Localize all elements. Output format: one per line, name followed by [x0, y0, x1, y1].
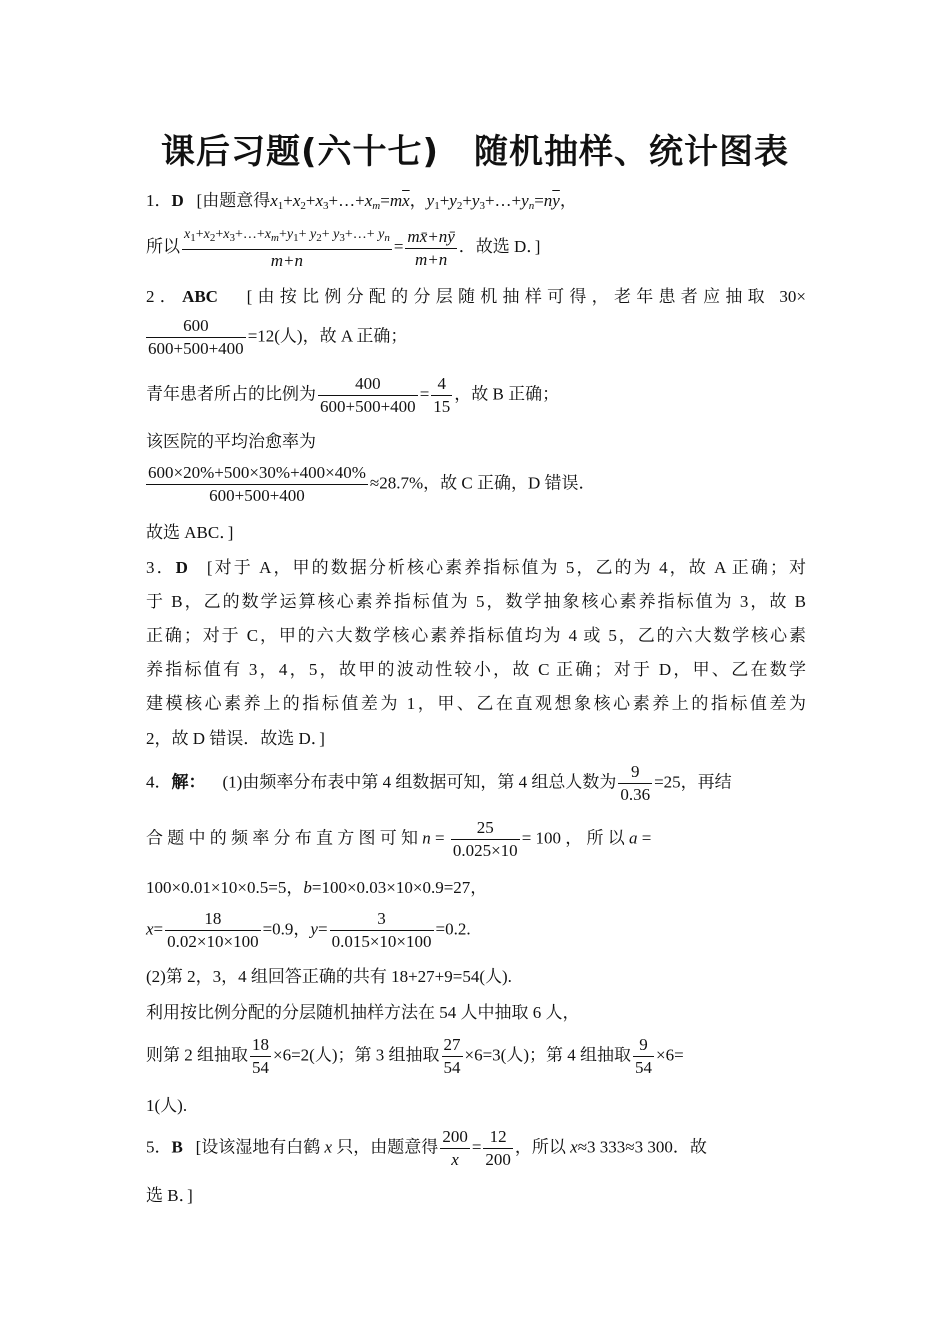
- q1-fraction-1-den: m+n: [270, 251, 304, 270]
- q2-fraction-1: [146, 315, 246, 360]
- q1-fraction-1-num: $x_1+x_2+x_3+\dots+x_m+y_1+ y_2+$ $y_3+\dots+ y_n$: [182, 224, 392, 250]
- q4-text-1: (1)由频率分布表中第 4 组数据可知，第 4 组总人数为: [222, 772, 617, 792]
- q4-text-4: = 100 ， 所 以: [521, 828, 630, 848]
- q5-line-2: 选 B．]: [146, 1186, 193, 1205]
- q1-line-1: 1．D [由题意得$x_1+x_2+x_3+\dots+x_m=m\overline{x}$，$y_1+y_2+y_3+\dots+y_n=n\overline{y}$，: [146, 191, 577, 212]
- q5-fraction-2: [483, 1126, 513, 1171]
- q2-answer: ABC: [182, 287, 218, 306]
- q5-fraction-1: [440, 1126, 470, 1171]
- q2-text-1: [由按比例分配的分层随机抽样可得，老年患者应抽取 30×: [246, 287, 807, 306]
- q4-fraction-6-den: 54: [443, 1058, 461, 1077]
- q4-text-5: 100×0.01×10×0.5=5，: [146, 878, 304, 897]
- q4-line-7: [146, 1034, 806, 1079]
- q1-so: 所以: [146, 236, 180, 256]
- q4-fraction-5: [250, 1034, 271, 1079]
- q4-fraction-7-num: 9: [633, 1034, 654, 1057]
- q5-answer: B: [171, 1137, 183, 1157]
- q5-line-1: 5．B [设该湿地有白鹤 x 只，由题意得 $\frac{200}{x}$ = $\frac{12}{200}$ ，所以 x≈3 333≈3 300．故: [146, 1127, 707, 1169]
- q2-line-3: 青年患者所占的比例为 $\frac{400}{600+500+400}$ = $\frac{4}{15}$ ，故 B 正确；: [146, 374, 560, 416]
- q1-line-2: 所以 $x_1+x_2+x_3+\dots+x_m+y_1+ y_2+$ $y_3+\dots+ y_n$ m+n = $\frac{mx̄+nȳ}{m+n}$ ．故选 D．]: [146, 224, 806, 272]
- q4-fraction-6: [442, 1034, 463, 1079]
- q4-fraction-7-den: 54: [635, 1058, 652, 1077]
- q4-text-9: 则第 2 组抽取: [146, 1045, 248, 1065]
- q4-var-b: b: [303, 878, 312, 897]
- q2-fraction-4-den: 600+500+400: [209, 486, 305, 505]
- q5-fraction-1-num: 200: [440, 1126, 470, 1149]
- q2-line-1: [146, 285, 806, 309]
- q2-text-4: ，故 B 正确；: [454, 384, 560, 404]
- q5-fraction-1-den: x: [451, 1150, 459, 1169]
- q4-line-6: 利用按比例分配的分层随机抽样方法在 54 人中抽取 6 人，: [146, 1003, 580, 1022]
- q2-fraction-3-num: 4: [431, 373, 452, 396]
- q5-text-4: ≈3 333≈3 300．故: [577, 1137, 707, 1157]
- q3-line-5: 建模核心素养上的指标值差为 1，甲、乙在直观想象核心素养上的指标值差为: [146, 694, 806, 713]
- q4-text-7: =0.9，: [262, 919, 311, 939]
- q2-fraction-2-num: 400: [318, 373, 418, 396]
- q4-eq: =: [430, 828, 449, 848]
- q4-fraction-5-num: 18: [250, 1034, 271, 1057]
- q2-line-6: 故选 ABC．]: [146, 523, 234, 542]
- q4-fraction-5-den: 54: [252, 1058, 269, 1077]
- q2-fraction-3: [431, 373, 452, 418]
- q2-fraction-4: [146, 462, 368, 507]
- q4-fraction-4-den: 0.015×10×100: [331, 932, 432, 951]
- q1-fraction-2-den: m+n: [414, 249, 448, 269]
- q4-fraction-3-den: 0.02×10×100: [167, 932, 259, 951]
- q4-var-x: x: [146, 919, 154, 939]
- q4-var-n: n: [422, 828, 431, 848]
- q2-fraction-2: [318, 373, 418, 418]
- q1-fraction-2-num: mx̄+nȳ: [405, 226, 456, 249]
- q4-fraction-3: [165, 908, 260, 953]
- q4-fraction-2-num: 25: [451, 817, 520, 840]
- q4-text-6: =100×0.03×10×0.9=27，: [311, 878, 488, 897]
- q1-sep: ，: [409, 191, 427, 210]
- q4-fraction-1-num: 9: [618, 761, 652, 784]
- q4-text-12: ×6=: [656, 1045, 684, 1065]
- q4-text-11: ×6=3(人)；第 4 组抽取: [464, 1045, 631, 1065]
- q4-line-1: [146, 761, 806, 806]
- q1-end: ．故选 D．]: [458, 236, 541, 256]
- q1-number: 1．: [146, 191, 172, 210]
- q4-fraction-1-den: 0.36: [620, 785, 651, 804]
- q5-var-x: x: [324, 1137, 333, 1157]
- q4-text-10: ×6=2(人)；第 3 组抽取: [273, 1045, 440, 1065]
- q2-fraction-2-den: 600+500+400: [320, 397, 416, 416]
- q3-line-6: 2，故 D 错误．故选 D．]: [146, 729, 325, 748]
- q2-text-2: =12(人)，故 A 正确；: [247, 326, 408, 346]
- q4-line-8: 1(人).: [146, 1096, 188, 1115]
- page-title: 课后习题(六十七) 随机抽样、统计图表: [160, 132, 790, 172]
- q2-fraction-1-den: 600+500+400: [148, 339, 244, 358]
- q3-text-1: [对于 A，甲的数据分析核心素养指标值为 5，乙的为 4，故 A 正确；对: [206, 558, 807, 577]
- q4-eq-end: =: [637, 828, 652, 848]
- q2-text-5: ≈28.7%，故 C 正确，D 错误．: [369, 473, 596, 493]
- q4-var-y: y: [310, 919, 318, 939]
- q5-text-1: [设该湿地有白鹤: [195, 1137, 325, 1157]
- q4-number: 4．: [146, 772, 172, 792]
- q5-text-3: ，所以: [514, 1137, 571, 1157]
- q2-fraction-3-den: 15: [433, 397, 451, 416]
- q2-line-5: [146, 462, 806, 507]
- q4-line-4: x= $\frac{18}{0.02\times 10\times 100}$ =0.9，y= $\frac{3}{0.015\times 10\times 100}$ =0.2.: [146, 909, 471, 951]
- q4-fraction-6-num: 27: [442, 1034, 463, 1057]
- q5-fraction-2-num: 12: [483, 1126, 513, 1149]
- q2-line-2: [146, 315, 806, 360]
- q4-line-2: [146, 817, 806, 862]
- q5-number: 5．: [146, 1137, 172, 1157]
- q4-line-5: (2)第 2，3，4 组回答正确的共有 18+27+9=54(人).: [146, 967, 512, 986]
- q4-fraction-7: [633, 1034, 654, 1079]
- q1-text: [由题意得: [196, 191, 271, 210]
- q4-label: 解：: [171, 772, 206, 792]
- q3-answer: D: [175, 558, 188, 577]
- q4-text-8: =0.2.: [435, 919, 471, 939]
- q4-text-3: 合 题 中 的 频 率 分 布 直 方 图 可 知: [146, 828, 423, 848]
- q4-fraction-3-num: 18: [165, 908, 260, 931]
- q2-line-4: 该医院的平均治愈率为: [146, 432, 316, 451]
- q3-line-2: 于 B，乙的数学运算核心素养指标值为 5，数学抽象核心素养指标值为 3，故 B: [146, 592, 806, 611]
- q3-line-3: 正确；对于 C，甲的六大数学核心素养指标值均为 4 或 5，乙的六大数学核心素: [146, 626, 806, 645]
- q4-fraction-4-num: 3: [330, 908, 434, 931]
- q1-answer: D: [171, 191, 184, 210]
- q4-fraction-4: [330, 908, 434, 953]
- q3-line-1: [146, 556, 806, 580]
- q4-fraction-2-den: 0.025×10: [452, 841, 518, 860]
- q2-fraction-1-num: 600: [146, 315, 246, 338]
- q1-fraction-2: [405, 226, 456, 271]
- q3-number: 3．: [146, 558, 176, 577]
- q2-number: 2．: [146, 287, 183, 306]
- q4-fraction-2: [451, 817, 520, 862]
- q2-text-3: 青年患者所占的比例为: [146, 384, 316, 404]
- q5-text-2: 只，由题意得: [332, 1137, 439, 1157]
- q2-fraction-4-num: 600×20%+500×30%+400×40%: [146, 462, 368, 485]
- q4-text-2: =25，再结: [654, 772, 732, 792]
- q4-fraction-1: [618, 761, 652, 806]
- q1-fraction-1: [182, 224, 392, 272]
- q5-fraction-2-den: 200: [485, 1150, 511, 1169]
- q4-line-3: [146, 876, 806, 900]
- q3-line-4: 养指标值有 3，4，5，故甲的波动性较小，故 C 正确；对于 D，甲、乙在数学: [146, 660, 806, 679]
- q4-var-a: a: [629, 828, 638, 848]
